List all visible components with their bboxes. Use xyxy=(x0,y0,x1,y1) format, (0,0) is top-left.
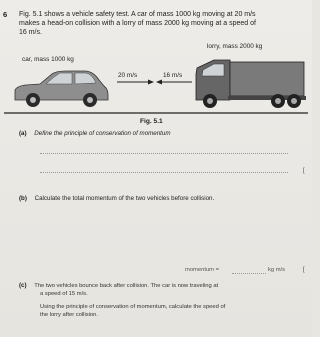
part-a-text: Define the principle of conservation of momentum xyxy=(34,130,171,137)
momentum-answer-line[interactable] xyxy=(232,273,266,274)
answer-line-a1 xyxy=(40,153,288,154)
part-a-letter: (a) xyxy=(19,130,27,137)
question-number: 6 xyxy=(3,10,8,19)
lorry-label: lorry, mass 2000 kg xyxy=(207,43,263,50)
car-drawing xyxy=(15,71,108,107)
part-b-letter: (b) xyxy=(19,195,27,202)
lorry-speed-label: 16 m/s xyxy=(163,72,183,79)
part-c-line-1: The two vehicles bounce back after collision. The car is now traveling at xyxy=(34,283,219,289)
part-b-text: Calculate the total momentum of the two vehicles before collision. xyxy=(34,195,215,202)
question-intro-line-1: Fig. 5.1 shows a vehicle safety test. A car of mass 1000 kg moving at 20 m/s xyxy=(19,11,256,18)
question-intro-line-3: 16 m/s. xyxy=(19,29,42,36)
momentum-answer-label: momentum = xyxy=(185,267,219,273)
part-b-question xyxy=(19,196,214,202)
part-a-question xyxy=(19,131,171,137)
part-c-question xyxy=(19,283,218,290)
car-speed-label: 20 m/s xyxy=(118,72,138,79)
part-c-letter: (c) xyxy=(19,282,27,289)
figure-caption: Fig. 5.1 xyxy=(140,118,163,125)
marks-bracket-b: [ xyxy=(303,267,305,273)
part-c-line-2: a speed of 15 m/s. xyxy=(40,291,88,297)
part-c-line-4: the lorry after collision. xyxy=(40,312,98,318)
part-c-line-3: Using the principle of conservation of momentum, calculate the speed of xyxy=(40,304,226,310)
momentum-unit: kg m/s xyxy=(268,267,286,273)
lorry-drawing xyxy=(196,60,306,108)
car-arrow-head xyxy=(148,80,154,85)
answer-line-a2 xyxy=(40,172,288,173)
question-intro-line-2: makes a head-on collision with a lorry of mass 2000 kg moving at a speed of xyxy=(19,20,256,27)
car-label: car, mass 1000 kg xyxy=(22,56,74,63)
marks-bracket-a: [ xyxy=(303,168,305,174)
lorry-arrow-head xyxy=(156,80,162,85)
